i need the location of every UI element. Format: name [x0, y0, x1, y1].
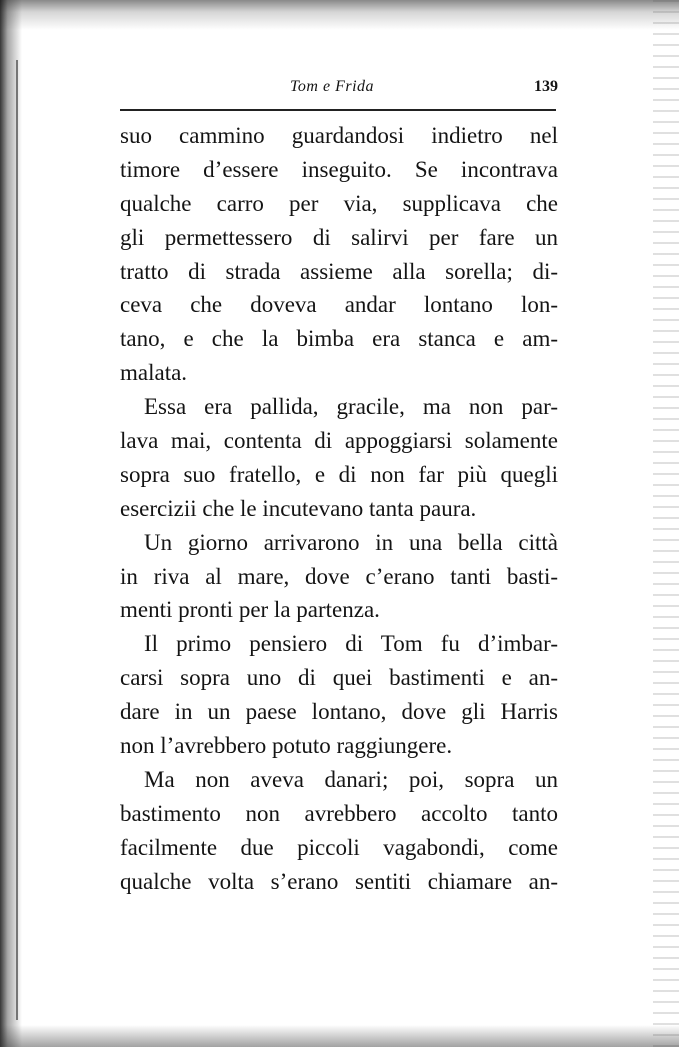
text-line: suo cammino guardandosi indietro nel — [120, 123, 558, 148]
text-line: gli permettessero di salirvi per fare un — [120, 224, 558, 250]
text-line: esercizii che le incutevano tanta paura. — [120, 495, 477, 521]
text-line: qualche volta s’erano sentiti chiamare an- — [120, 868, 558, 894]
text-line: tratto di strada assieme alla sorella; di- — [120, 258, 558, 284]
text-line: timore d’essere inseguito. Se incontrava — [120, 156, 558, 182]
text-line: facilmente due piccoli vagabondi, come — [120, 834, 558, 860]
running-title: Tom e Frida — [290, 78, 375, 95]
text-line: dare in un paese lontano, dove gli Harris — [120, 699, 558, 725]
text-line: Il primo pensiero di Tom fu d’imbar- — [144, 631, 558, 657]
text-line: bastimento non avrebbero accolto tanto — [120, 800, 558, 826]
scan-edge-left — [0, 0, 22, 1047]
text-line: Un giorno arrivarono in una bella città — [144, 529, 558, 555]
header-rule — [120, 109, 556, 111]
scan-edge-bottom — [0, 1025, 679, 1047]
text-line: qualche carro per via, supplicava che — [120, 190, 558, 216]
scan-edge-top — [0, 0, 679, 30]
page-number: 139 — [534, 78, 558, 95]
text-line: lava mai, contenta di appoggiarsi solamente — [120, 428, 558, 454]
text-line: menti pronti per la partenza. — [120, 597, 380, 623]
text-line: non l’avrebbero potuto raggiungere. — [120, 733, 453, 759]
text-line: Ma non aveva danari; poi, sopra un — [144, 766, 558, 792]
text-line: Essa era pallida, gracile, ma non par- — [144, 394, 558, 420]
text-line: sopra suo fratello, e di non far più quegli — [120, 461, 558, 487]
text-line: carsi sopra uno di quei bastimenti e an- — [120, 665, 558, 691]
running-head — [120, 78, 558, 102]
binding-line — [16, 60, 18, 1020]
text-line: ceva che doveva andar lontano lon- — [120, 292, 558, 318]
scan-edge-right — [653, 0, 679, 1047]
body-text — [120, 119, 558, 898]
text-line: malata. — [120, 360, 188, 386]
text-line: tano, e che la bimba era stanca e am- — [120, 326, 558, 352]
text-line: in riva al mare, dove c’erano tanti basti- — [120, 563, 558, 589]
